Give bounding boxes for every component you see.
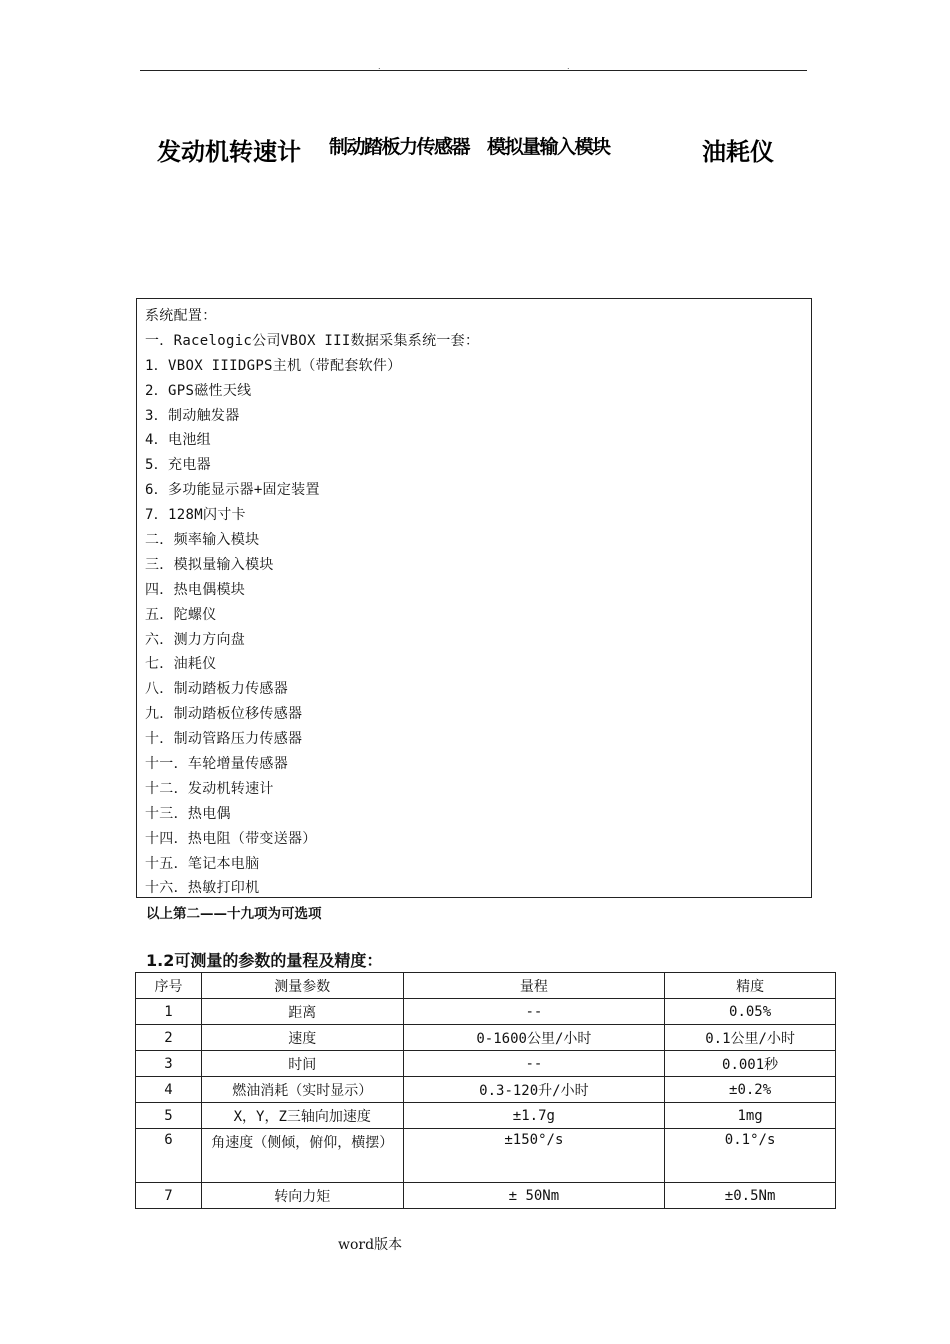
config-line: 5．充电器: [145, 457, 211, 474]
config-line: 六．测力方向盘: [145, 631, 246, 648]
cell-index: 4: [136, 1077, 202, 1103]
cell-range: 0-1600公里/小时: [403, 1025, 665, 1051]
config-line: 五．陀螺仪: [145, 606, 217, 623]
config-line: 三．模拟量输入模块: [145, 556, 274, 573]
table-header-row: [136, 973, 836, 999]
cell-range: ± 50Nm: [403, 1183, 665, 1209]
config-line: 九．制动踏板位移传感器: [145, 706, 303, 723]
footer-version: word版本: [338, 1237, 403, 1253]
cell-accuracy: 0.05%: [665, 999, 836, 1025]
config-line: 7．128M闪寸卡: [145, 507, 246, 524]
config-line: 4．电池组: [145, 432, 211, 449]
cell-range: --: [403, 999, 665, 1025]
config-line: 系统配置：: [145, 308, 217, 324]
caption-engine-tachometer: 发动机转速计: [157, 138, 301, 166]
header-accuracy: 精度: [665, 973, 836, 999]
cell-parameter: 速度: [201, 1025, 403, 1051]
cell-parameter: 燃油消耗（实时显示）: [201, 1077, 403, 1103]
cell-parameter: 时间: [201, 1051, 403, 1077]
cell-index: 5: [136, 1103, 202, 1129]
section-title: 1.2可测量的参数的量程及精度：: [146, 951, 383, 970]
cell-parameter: 转向力矩: [201, 1183, 403, 1209]
cell-accuracy: 1mg: [665, 1103, 836, 1129]
cell-index: 1: [136, 999, 202, 1025]
header-dot: .: [378, 62, 381, 71]
config-line: 十一．车轮增量传感器: [145, 756, 288, 773]
config-line: 十四．热电阻（带变送器）: [145, 830, 317, 847]
cell-index: 3: [136, 1051, 202, 1077]
config-line: 2．GPS磁性天线: [145, 382, 252, 399]
cell-accuracy: 0.001秒: [665, 1051, 836, 1077]
table-row: [136, 1077, 836, 1103]
cell-index: 6: [136, 1129, 202, 1183]
config-line: 七．油耗仪: [145, 656, 217, 673]
config-line: 十二．发动机转速计: [145, 780, 274, 797]
cell-parameter: 距离: [201, 999, 403, 1025]
caption-brake-pedal-force-sensor: 制动踏板力传感器: [329, 136, 470, 158]
cell-range: ±150°/s: [403, 1129, 665, 1183]
header-parameter: 测量参数: [201, 973, 403, 999]
header-rule: [140, 70, 807, 71]
config-line: 1．VBOX IIIDGPS主机（带配套软件）: [145, 357, 402, 374]
cell-parameter: 角速度（侧倾，俯仰，横摆）: [201, 1129, 403, 1183]
config-line: 十六．热敏打印机: [145, 880, 260, 897]
config-line: 十五．笔记本电脑: [145, 855, 260, 872]
config-line: 十三．热电偶: [145, 805, 231, 822]
cell-range: 0.3-120升/小时: [403, 1077, 665, 1103]
cell-index: 7: [136, 1183, 202, 1209]
cell-accuracy: 0.1公里/小时: [665, 1025, 836, 1051]
cell-accuracy: 0.1°/s: [665, 1129, 836, 1183]
config-line: 一．Racelogic公司VBOX III数据采集系统一套：: [145, 332, 480, 349]
header-dot: .: [567, 62, 570, 71]
table-row: [136, 1051, 836, 1077]
cell-parameter: X，Y，Z三轴向加速度: [201, 1103, 403, 1129]
table-row: [136, 1025, 836, 1051]
config-line: 八．制动踏板力传感器: [145, 681, 288, 698]
config-line: 3．制动触发器: [145, 407, 240, 424]
header-range: 量程: [403, 973, 665, 999]
caption-fuel-meter: 油耗仪: [702, 138, 774, 166]
parameter-table: [135, 972, 836, 1209]
table-row: [136, 1103, 836, 1129]
cell-accuracy: ±0.5Nm: [665, 1183, 836, 1209]
config-line: 二．频率输入模块: [145, 532, 260, 549]
config-line: 四．热电偶模块: [145, 581, 246, 598]
table-row: [136, 999, 836, 1025]
cell-accuracy: ±0.2%: [665, 1077, 836, 1103]
cell-range: --: [403, 1051, 665, 1077]
system-config-box: [136, 298, 812, 898]
cell-index: 2: [136, 1025, 202, 1051]
config-line: 十．制动管路压力传感器: [145, 731, 303, 748]
config-line: 6．多功能显示器+固定装置: [145, 482, 320, 499]
caption-analog-input-module: 模拟量输入模块: [487, 136, 610, 158]
table-row: [136, 1129, 836, 1183]
table-row: [136, 1183, 836, 1209]
cell-range: ±1.7g: [403, 1103, 665, 1129]
header-index: 序号: [136, 973, 202, 999]
optional-items-note: 以上第二——十九项为可选项: [146, 906, 322, 922]
